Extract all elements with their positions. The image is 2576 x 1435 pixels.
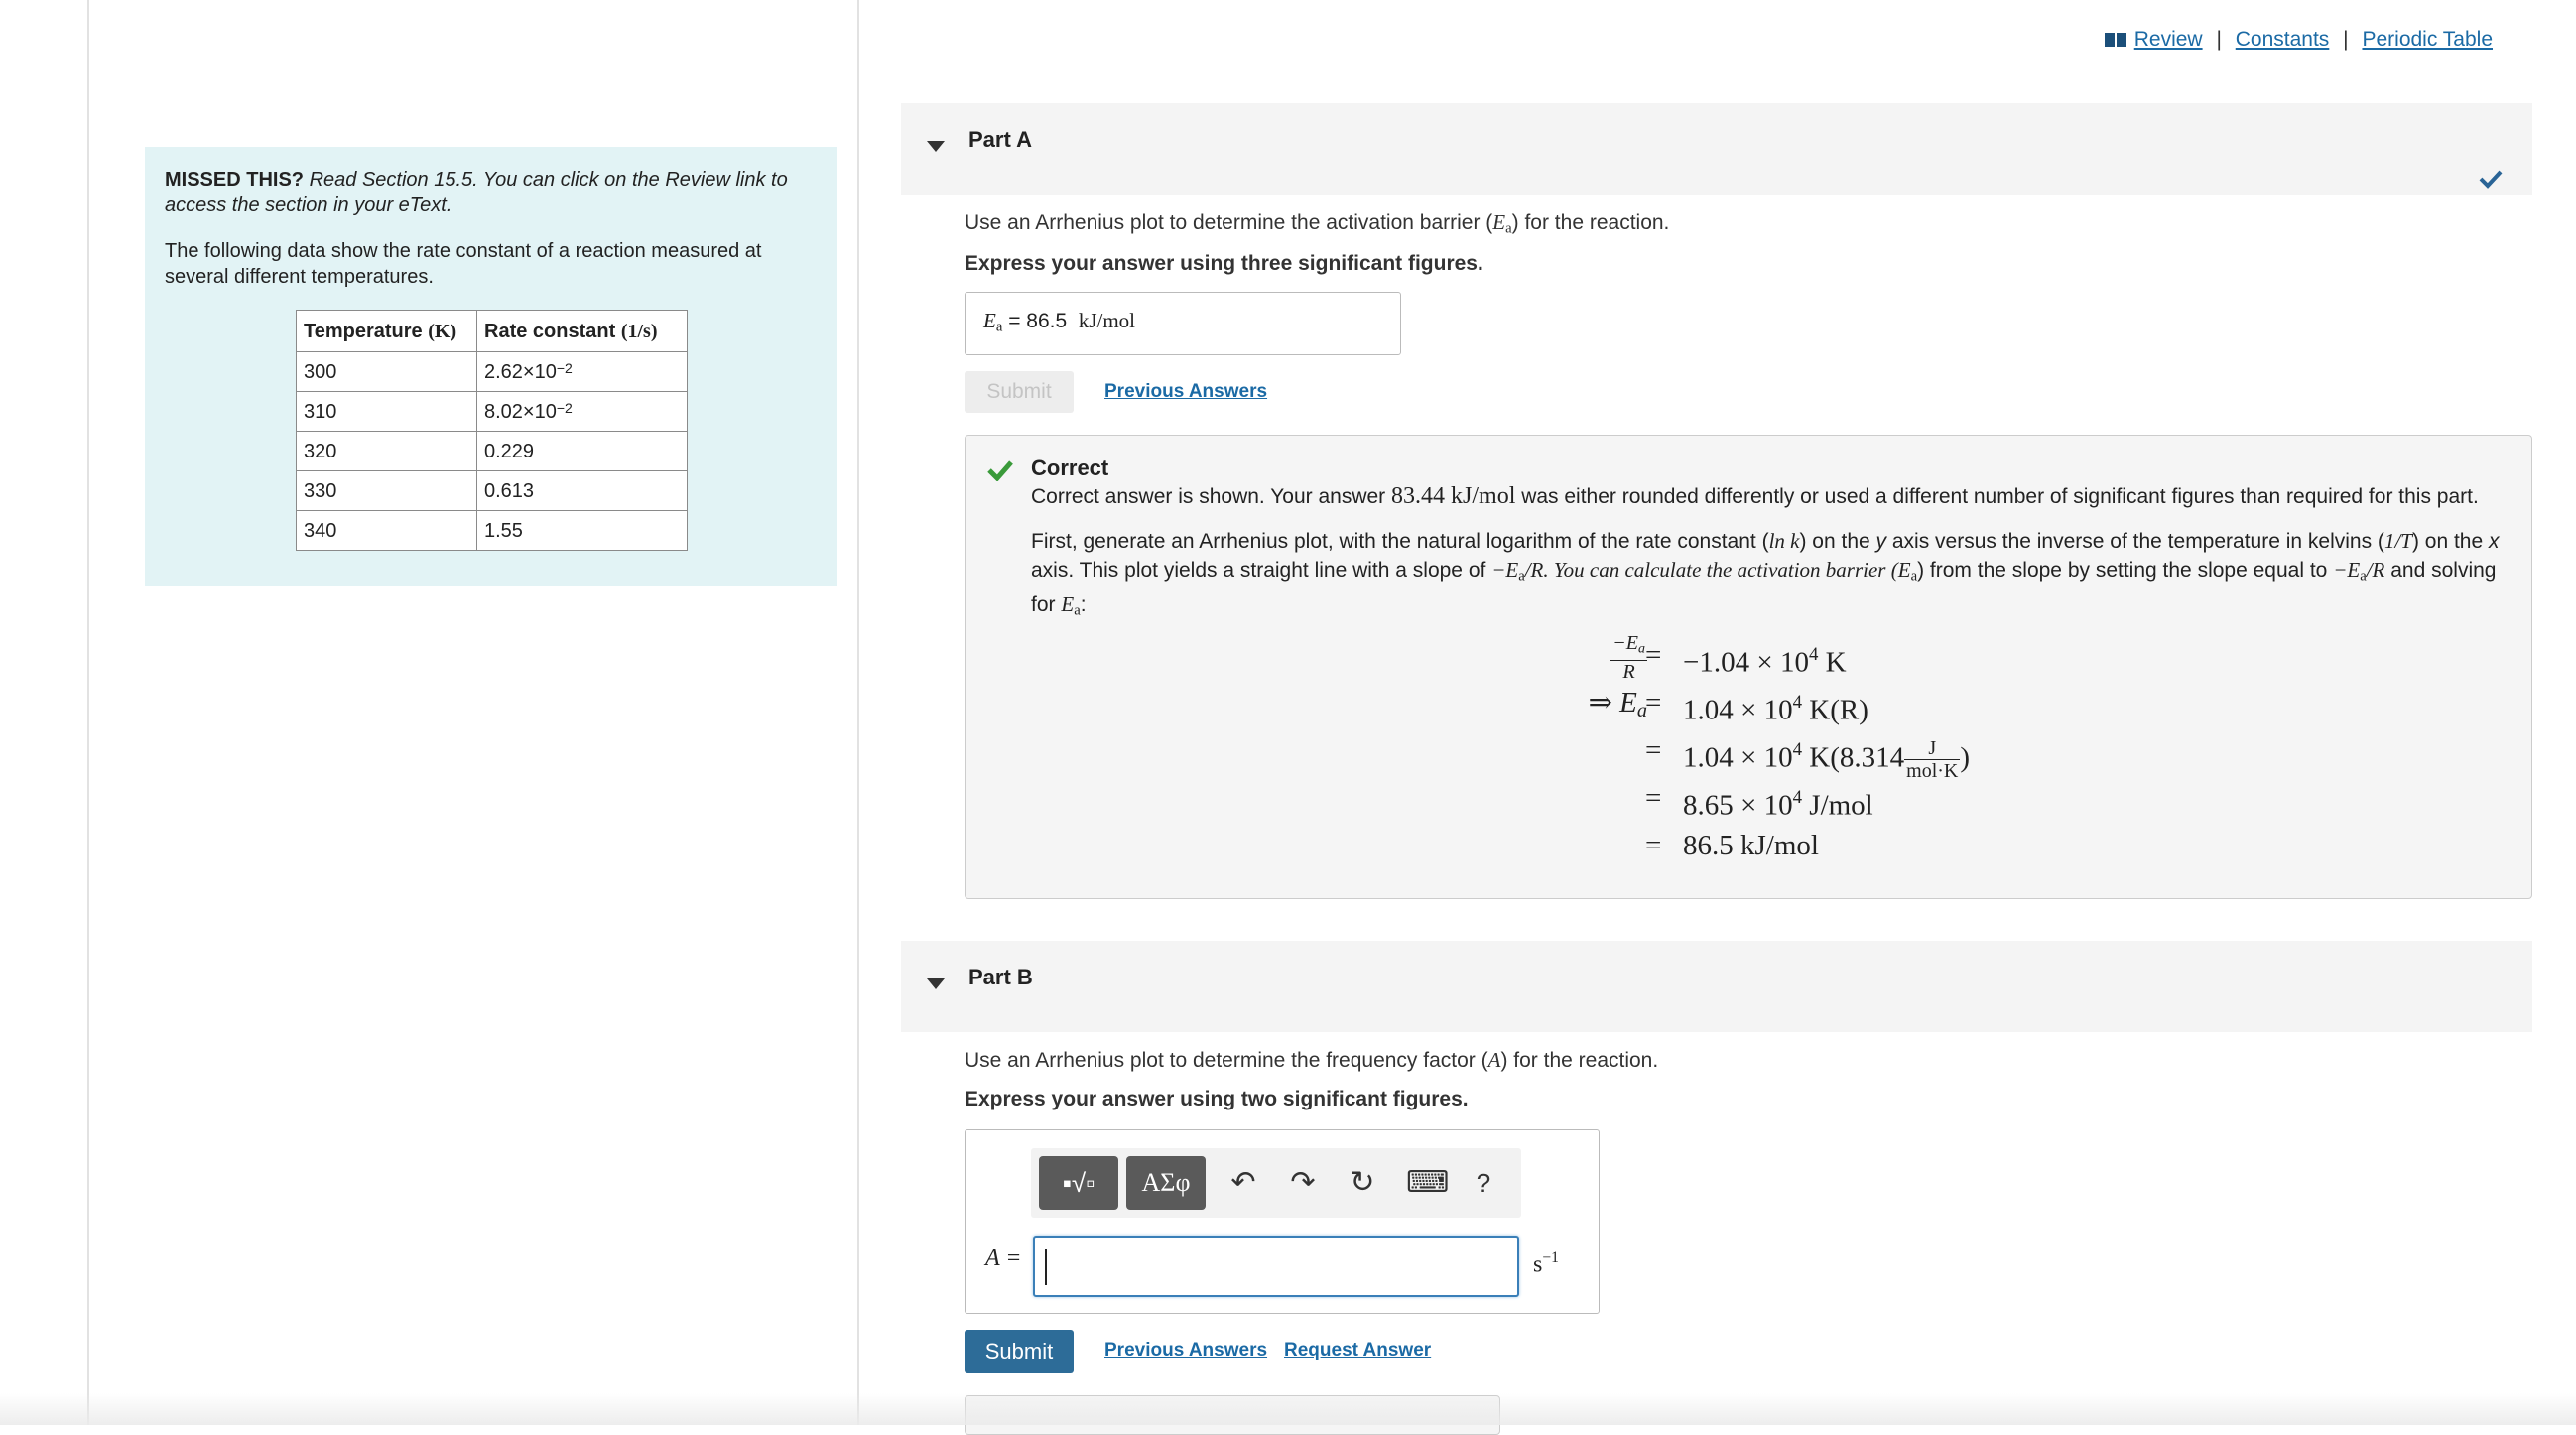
part-b-question: Use an Arrhenius plot to determine the frequency factor (A) for the reaction. xyxy=(965,1048,1659,1072)
book-icon xyxy=(2105,33,2126,47)
periodic-table-link[interactable]: Periodic Table xyxy=(2362,28,2493,51)
greek-symbols-button[interactable]: ΑΣφ xyxy=(1126,1156,1206,1210)
table-row: 330 0.613 xyxy=(297,471,688,511)
completed-check-icon xyxy=(2479,169,2503,189)
table-row: 310 $8.02\times 10^{-2}$ xyxy=(297,392,688,432)
part-a-unit: kJ/mol xyxy=(1078,309,1136,332)
part-b-answer-area xyxy=(965,1129,1600,1314)
table-header-row xyxy=(297,311,688,352)
center-rule xyxy=(857,0,859,1425)
constants-link[interactable]: Constants xyxy=(2235,28,2330,51)
left-rule xyxy=(87,0,89,1425)
templates-button[interactable]: ▪√▫ xyxy=(1039,1156,1118,1210)
table-row: 320 0.229 xyxy=(297,432,688,471)
col-rate-header: Rate constant (1/s) xyxy=(477,311,688,352)
help-icon[interactable]: ? xyxy=(1476,1168,1491,1198)
part-a-header[interactable] xyxy=(901,103,2532,195)
reset-icon[interactable]: ↻ xyxy=(1350,1166,1375,1199)
missed-intro: The following data show the rate constant of a reaction measured at several different temperatures. xyxy=(165,240,762,288)
missed-this-panel xyxy=(145,147,837,586)
feedback-explanation: First, generate an Arrhenius plot, with the natural logarithm of the rate constant (ln k) on the y axis versus the inverse of the temperature in kelvins (1/T) on the x axis. This plot yields a straight line with a slope of $-E_a/R$. You can calculate the activation barrier $(E_a)$ from the slope by setting the slope equal to $-E_a/R$ and solving for $E_a$: xyxy=(1031,529,2500,619)
collapse-triangle-icon[interactable] xyxy=(927,141,945,152)
part-a-previous-answers-link[interactable]: Previous Answers xyxy=(1104,381,1268,402)
part-b-unit: $s^{-1}$ xyxy=(1533,1249,1559,1278)
part-a-question: Use an Arrhenius plot to determine the activation barrier $(E_a)$ for the reaction. xyxy=(965,210,1670,237)
table-row: 300 $2.62\times 10^{-2}$ xyxy=(297,352,688,392)
part-b-title: Part B xyxy=(968,965,1033,989)
part-a-answer-value: 86.5 xyxy=(1026,310,1068,332)
col-temperature-header: Temperature (K) xyxy=(297,311,477,352)
eq-row: = $8.65 \times 10^4$ J/mol xyxy=(1645,782,1873,822)
request-answer-link[interactable]: Request Answer xyxy=(1284,1340,1432,1361)
part-a-instruction: Express your answer using three significant figures. xyxy=(965,252,1483,275)
review-link[interactable]: Review xyxy=(2133,28,2203,51)
correct-check-icon xyxy=(987,459,1013,481)
part-b-submit-button[interactable]: Submit xyxy=(965,1330,1074,1373)
part-b-previous-answers-link[interactable]: Previous Answers xyxy=(1104,1340,1268,1361)
part-a-answer: $E_a = 86.5$ kJ/mol xyxy=(965,292,1401,355)
eq-row: $\frac{-E_a}{R}$ = $-1.04 \times 10^4$ K xyxy=(1612,631,1847,684)
collapse-triangle-icon[interactable] xyxy=(927,978,945,989)
eq-row: = $1.04 \times 10^4$ K(8.314 $\frac{J}{\text{mol·K}}$ ) xyxy=(1645,734,1971,783)
part-b-header[interactable] xyxy=(901,941,2532,1032)
part-b-answer-label: A = xyxy=(985,1245,1022,1271)
eq-row: = 86.5 kJ/mol xyxy=(1645,830,1819,861)
feedback-title: Correct xyxy=(1031,456,1109,480)
missed-heading: MISSED THIS? xyxy=(165,169,305,191)
eq-row: ⇒ $E_a$ = $1.04 \times 10^4$ K(R) xyxy=(1588,687,1868,726)
part-a-submit-button[interactable]: Submit xyxy=(965,371,1074,413)
table-row: 340 1.55 xyxy=(297,511,688,551)
part-a-title: Part A xyxy=(968,127,1032,152)
redo-icon[interactable]: ↷ xyxy=(1290,1166,1316,1199)
keyboard-icon[interactable]: ⌨ xyxy=(1406,1166,1450,1199)
missed-instruction: Read Section 15.5. You can click on the Review link to access the section in your eText. xyxy=(165,169,788,216)
resource-links: Review | Constants | Periodic Table xyxy=(2105,28,2493,52)
part-b-answer-input[interactable] xyxy=(1033,1236,1519,1297)
feedback-summary: Correct answer is shown. Your answer 83.44 kJ/mol was either rounded differently or used a different number of significant figures than required for this part. xyxy=(1031,483,2479,509)
undo-icon[interactable]: ↶ xyxy=(1230,1166,1256,1199)
bottom-shadow xyxy=(0,1393,2576,1425)
derivation-equations xyxy=(1528,631,1971,869)
math-toolbar xyxy=(1031,1148,1521,1218)
part-b-instruction: Express your answer using two significant figures. xyxy=(965,1088,1469,1110)
rate-constant-table xyxy=(296,310,688,551)
